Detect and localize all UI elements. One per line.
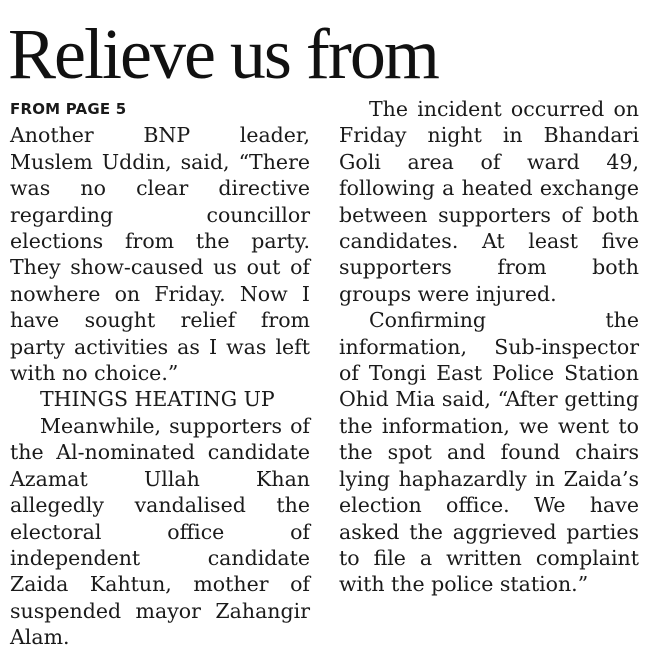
paragraph-incident: The incident occurred on Friday night in Bhandari Goli area of ward 49, following a heated exchange between supporters of both candidates. At least five supporters from both groups were injured. [339,97,639,306]
subhead-things-heating-up: THINGS HEATING UP [40,387,275,412]
article-column-left [10,96,310,651]
headline: Relieve us from [8,14,438,94]
paragraph-muslem-uddin-quote: Another BNP leader, Muslem Uddin, said, “There was no clear directive regarding councillor elections from the party. They show-caused us out of nowhere on Friday. Now I have sought relief from party activities as I was left with no choice.” [10,123,310,386]
article-column-right [339,96,639,598]
paragraph-vandalism: Meanwhile, supporters of the Al-nominated candidate Azamat Ullah Khan allegedly vandalised the electoral office of independent candidate Zaida Kahtun, mother of suspended mayor Zahangir Alam. [10,413,310,650]
paragraph-police-quote: Confirming the information, Sub-inspector of Tongi East Police Station Ohid Mia said, “After getting the information, we went to the spot and found chairs lying haphazardly in Zaida’s election office. We have asked the aggrieved parties to file a written complaint with the police station.” [339,308,639,597]
continuation-kicker: FROM PAGE 5 [10,100,127,118]
